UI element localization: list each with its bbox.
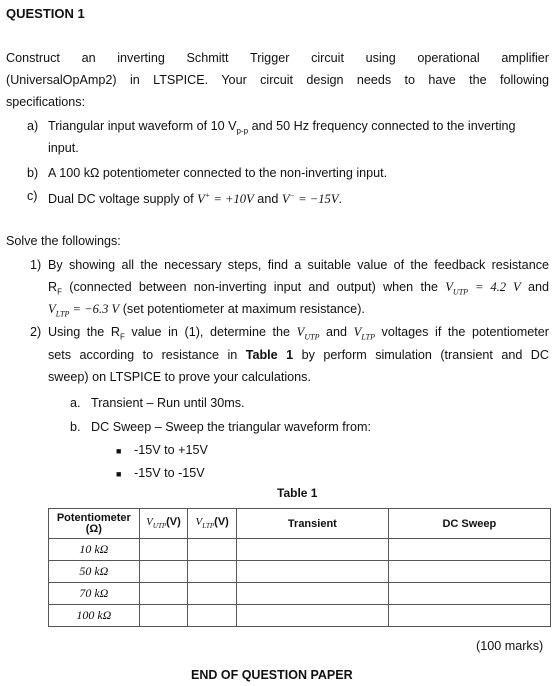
pot-value: 70 kΩ (49, 583, 140, 605)
header-dc-sweep: DC Sweep (388, 509, 550, 539)
table-row (49, 605, 551, 627)
pot-value: 100 kΩ (49, 605, 140, 627)
table-1 (48, 508, 551, 627)
spec-c-label: c) (27, 189, 38, 203)
task-2-line-3: sweep) on LTSPICE to prove your calculations. (48, 370, 311, 384)
transient-cell (237, 583, 389, 605)
task-2-sub-a-text: Transient – Run until 30ms. (91, 396, 245, 410)
task-2-line-2: sets according to resistance in Table 1 by perform simulation (transient and DC (48, 348, 549, 362)
task-2-label: 2) (30, 325, 42, 339)
vutp-cell (139, 561, 188, 583)
intro-line-3: specifications: (6, 95, 86, 109)
vutp-cell (139, 539, 188, 561)
vutp-cell (139, 583, 188, 605)
vltp-cell (188, 583, 237, 605)
question-title: QUESTION 1 (6, 6, 85, 21)
spec-a-label: a) (27, 119, 39, 133)
bullet-icon: ■ (116, 469, 122, 479)
task-1-line-1: By showing all the necessary steps, find a suitable value of the feedback resistance (48, 258, 549, 272)
spec-b-line-1: A 100 kΩ potentiometer connected to the non-inverting input. (48, 166, 388, 180)
header-vutp: $V_{UTP}(V)$ (139, 509, 188, 539)
header-vltp: $V_{LTP}(V)$ (188, 509, 237, 539)
transient-cell (237, 539, 389, 561)
dc-sweep-cell (388, 605, 550, 627)
vltp-cell (188, 539, 237, 561)
spec-c-line-1: Dual DC voltage supply of V+ = +10V and V− = −15V. (48, 191, 343, 207)
bullet-2-text: -15V to -15V (134, 466, 205, 480)
table-header-row (49, 509, 551, 539)
vutp-cell (139, 605, 188, 627)
header-potentiometer: Potentiometer (Ω) (49, 509, 140, 539)
transient-cell (237, 561, 389, 583)
spec-b-label: b) (27, 166, 39, 180)
table-row (49, 561, 551, 583)
solve-heading: Solve the followings: (6, 234, 121, 248)
task-2-sub-a-label: a. (70, 396, 81, 410)
transient-cell (237, 605, 389, 627)
task-2-line-1: Using the $R_F$ value in (1), determine the $V_{UTP}$ and $V_{LTP}$ voltages if the potentiometer (48, 325, 549, 342)
header-transient: Transient (237, 509, 389, 539)
pot-value: 50 kΩ (49, 561, 140, 583)
spec-a-line-2: input. (48, 141, 79, 155)
pot-value: 10 kΩ (49, 539, 140, 561)
vltp-cell (188, 605, 237, 627)
bullet-icon: ■ (116, 446, 122, 456)
spec-a-line-1: Triangular input waveform of 10 $V_{p-p}$ and 50 Hz frequency connected to the inverting (48, 119, 516, 136)
table-caption: Table 1 (277, 486, 318, 500)
table-row (49, 583, 551, 605)
intro-line-1: Construct an inverting Schmitt Trigger circuit using operational amplifier (6, 51, 549, 65)
dc-sweep-cell (388, 583, 550, 605)
dc-sweep-cell (388, 539, 550, 561)
task-2-sub-b-label: b. (70, 420, 81, 434)
intro-line-2: (UniversalOpAmp2) in LTSPICE. Your circuit design needs to have the following (6, 73, 549, 87)
task-2-sub-b-text: DC Sweep – Sweep the triangular waveform from: (91, 420, 371, 434)
task-1-label: 1) (30, 258, 42, 272)
marks: (100 marks) (476, 639, 544, 653)
task-1-line-3: $V_{LTP} = -6.3$ V (set potentiometer at maximum resistance). (48, 302, 365, 319)
dc-sweep-cell (388, 561, 550, 583)
vltp-cell (188, 561, 237, 583)
bullet-1-text: -15V to +15V (134, 443, 208, 457)
footer: END OF QUESTION PAPER (191, 668, 353, 682)
table-row (49, 539, 551, 561)
task-1-line-2: $R_F$ (connected between non-inverting input and output) when the $V_{UTP} = 4.2$ V and (48, 280, 549, 297)
